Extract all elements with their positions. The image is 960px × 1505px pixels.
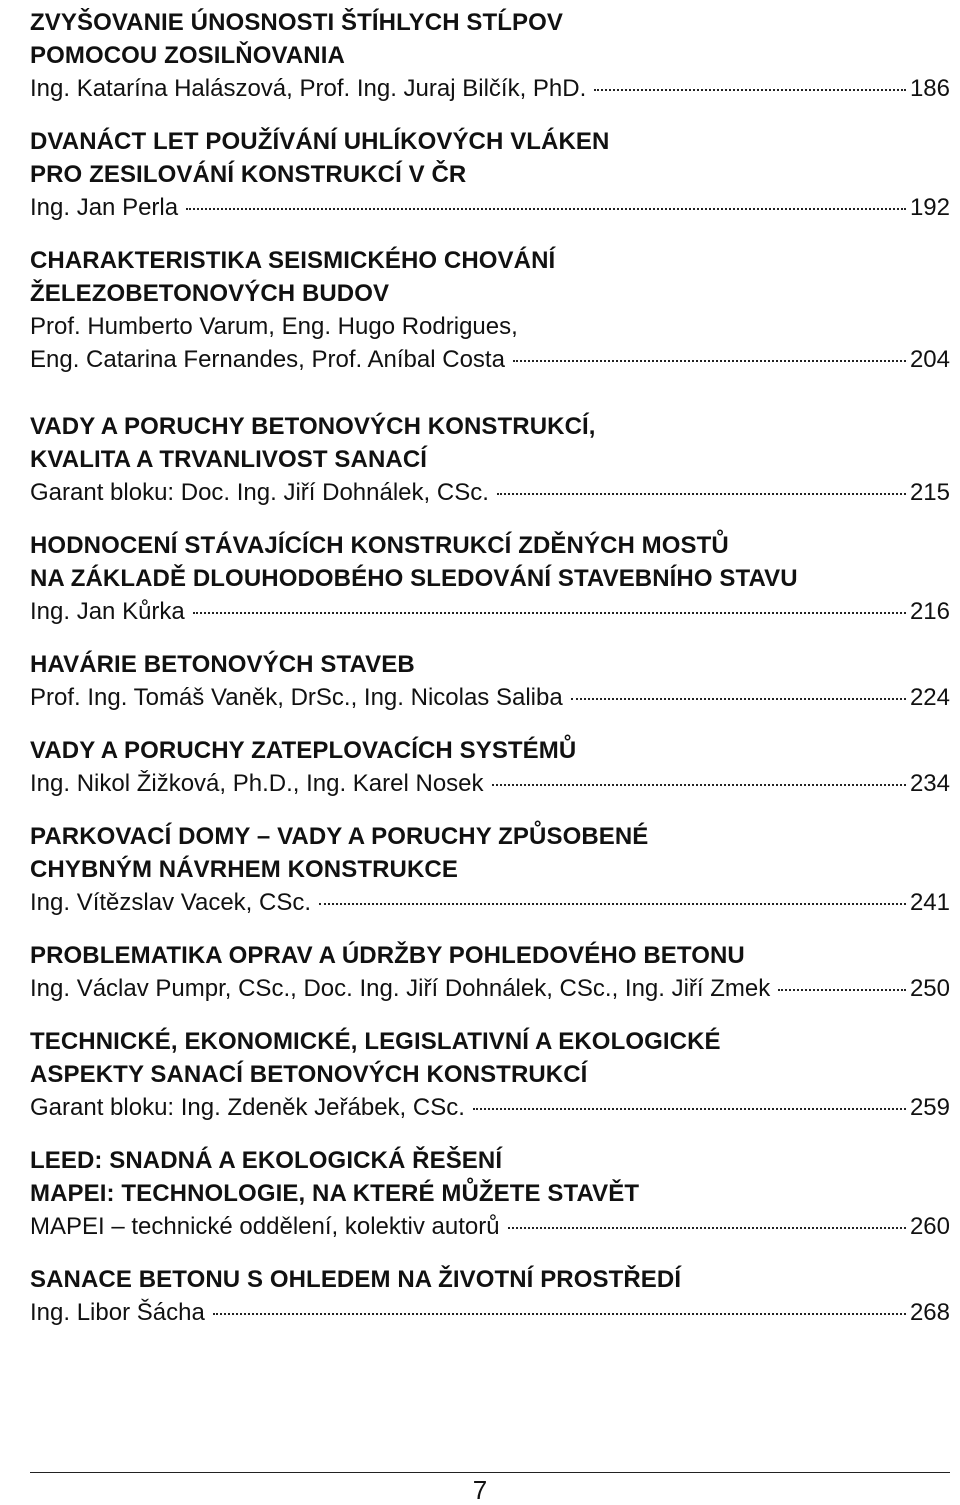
- entry-authors: Ing. Libor Šácha: [30, 1299, 205, 1326]
- toc-entry: [30, 1025, 950, 1124]
- entry-page-number: 216: [909, 598, 950, 625]
- entry-title-line: NA ZÁKLADĚ DLOUHODOBÉHO SLEDOVÁNÍ STAVEBNÍHO STAVU: [30, 565, 798, 592]
- entry-author-row: [30, 681, 950, 714]
- dot-leader: [778, 989, 906, 991]
- entry-title-line: ZVYŠOVANIE ÚNOSNOSTI ŠTÍHLYCH STĹPOV: [30, 9, 564, 36]
- entry-title-line: VADY A PORUCHY ZATEPLOVACÍCH SYSTÉMŮ: [30, 737, 577, 764]
- entry-author-row: [30, 1091, 950, 1124]
- entry-page-number: 234: [909, 770, 950, 797]
- entry-author-row: [30, 343, 950, 376]
- entry-page-number: 268: [909, 1299, 950, 1326]
- toc-entry: [30, 820, 950, 919]
- entry-page-number: 204: [909, 346, 950, 373]
- entry-page-number: 260: [909, 1213, 950, 1240]
- dot-leader: [571, 698, 906, 700]
- entry-title-line: ŽELEZOBETONOVÝCH BUDOV: [30, 280, 390, 307]
- toc-entry: [30, 1263, 950, 1329]
- entry-author-row: [30, 595, 950, 628]
- entry-title-line: CHYBNÝM NÁVRHEM KONSTRUKCE: [30, 856, 458, 883]
- toc-entry: [30, 529, 950, 628]
- dot-leader: [193, 612, 906, 614]
- toc-entry: [30, 244, 950, 376]
- entry-title-line: KVALITA A TRVANLIVOST SANACÍ: [30, 446, 428, 473]
- entry-page-number: 186: [909, 75, 950, 102]
- entry-title-line: CHARAKTERISTIKA SEISMICKÉHO CHOVÁNÍ: [30, 247, 556, 274]
- entry-page-number: 250: [909, 975, 950, 1002]
- toc-entry: [30, 734, 950, 800]
- entry-title-line: PRO ZESILOVÁNÍ KONSTRUKCÍ V ČR: [30, 161, 467, 188]
- entry-authors: Ing. Nikol Žižková, Ph.D., Ing. Karel Nosek: [30, 770, 484, 797]
- dot-leader: [497, 493, 906, 495]
- entry-author-row: [30, 1210, 950, 1243]
- entry-page-number: 192: [909, 194, 950, 221]
- dot-leader: [594, 89, 906, 91]
- entry-page-number: 215: [909, 479, 950, 506]
- dot-leader: [213, 1313, 906, 1315]
- entry-title-line: HAVÁRIE BETONOVÝCH STAVEB: [30, 651, 415, 678]
- toc-entry: [30, 648, 950, 714]
- table-of-contents: [30, 6, 950, 1329]
- entry-title-line: MAPEI: TECHNOLOGIE, NA KTERÉ MŮŽETE STAVĚT: [30, 1180, 640, 1207]
- entry-author-row: [30, 972, 950, 1005]
- entry-authors: Garant bloku: Doc. Ing. Jiří Dohnálek, CSc.: [30, 479, 489, 506]
- entry-title-line: SANACE BETONU S OHLEDEM NA ŽIVOTNÍ PROSTŘEDÍ: [30, 1266, 682, 1293]
- entry-title-line: LEED: SNADNÁ A EKOLOGICKÁ ŘEŠENÍ: [30, 1147, 503, 1174]
- entry-author-row: [30, 191, 950, 224]
- entry-authors: Prof. Ing. Tomáš Vaněk, DrSc., Ing. Nicolas Saliba: [30, 684, 563, 711]
- entry-authors: Ing. Jan Kůrka: [30, 598, 185, 625]
- entry-authors: Ing. Jan Perla: [30, 194, 179, 221]
- entry-title-line: TECHNICKÉ, EKONOMICKÉ, LEGISLATIVNÍ A EKOLOGICKÉ: [30, 1028, 721, 1055]
- toc-entry: [30, 939, 950, 1005]
- entry-author-row: [30, 767, 950, 800]
- dot-leader: [319, 903, 906, 905]
- entry-authors: Ing. Václav Pumpr, CSc., Doc. Ing. Jiří Dohnálek, CSc., Ing. Jiří Zmek: [30, 975, 771, 1002]
- entry-authors: Prof. Humberto Varum, Eng. Hugo Rodrigues,: [30, 313, 518, 340]
- entry-authors: Eng. Catarina Fernandes, Prof. Aníbal Costa: [30, 346, 505, 373]
- toc-entry: [30, 6, 950, 105]
- page-number: 7: [472, 1475, 488, 1505]
- dot-leader: [186, 208, 906, 210]
- entry-title-line: ASPEKTY SANACÍ BETONOVÝCH KONSTRUKCÍ: [30, 1061, 588, 1088]
- entry-title-line: PROBLEMATIKA OPRAV A ÚDRŽBY POHLEDOVÉHO BETONU: [30, 942, 745, 969]
- entry-author-row: [30, 1296, 950, 1329]
- entry-author-row: [30, 72, 950, 105]
- entry-authors: MAPEI – technické oddělení, kolektiv autorů: [30, 1213, 500, 1240]
- entry-page-number: 241: [909, 889, 950, 916]
- entry-authors: Ing. Vítězslav Vacek, CSc.: [30, 889, 312, 916]
- entry-authors: Garant bloku: Ing. Zdeněk Jeřábek, CSc.: [30, 1094, 465, 1121]
- footer-rule: [30, 1472, 950, 1473]
- entry-author-row: [30, 476, 950, 509]
- entry-authors: Ing. Katarína Halászová, Prof. Ing. Juraj Bilčík, PhD.: [30, 75, 587, 102]
- toc-entry: [30, 125, 950, 224]
- entry-author-row: [30, 886, 950, 919]
- entry-title-line: POMOCOU ZOSILŇOVANIA: [30, 42, 345, 69]
- entry-title-line: HODNOCENÍ STÁVAJÍCÍCH KONSTRUKCÍ ZDĚNÝCH MOSTŮ: [30, 532, 729, 559]
- toc-entry: [30, 410, 950, 509]
- entry-page-number: 224: [909, 684, 950, 711]
- toc-entry: [30, 1144, 950, 1243]
- entry-title-line: PARKOVACÍ DOMY – VADY A PORUCHY ZPŮSOBENÉ: [30, 823, 649, 850]
- entry-page-number: 259: [909, 1094, 950, 1121]
- entry-title-line: VADY A PORUCHY BETONOVÝCH KONSTRUKCÍ,: [30, 413, 596, 440]
- dot-leader: [473, 1108, 906, 1110]
- dot-leader: [492, 784, 906, 786]
- entry-title-line: DVANÁCT LET POUŽÍVÁNÍ UHLÍKOVÝCH VLÁKEN: [30, 128, 610, 155]
- dot-leader: [508, 1227, 906, 1229]
- dot-leader: [513, 360, 906, 362]
